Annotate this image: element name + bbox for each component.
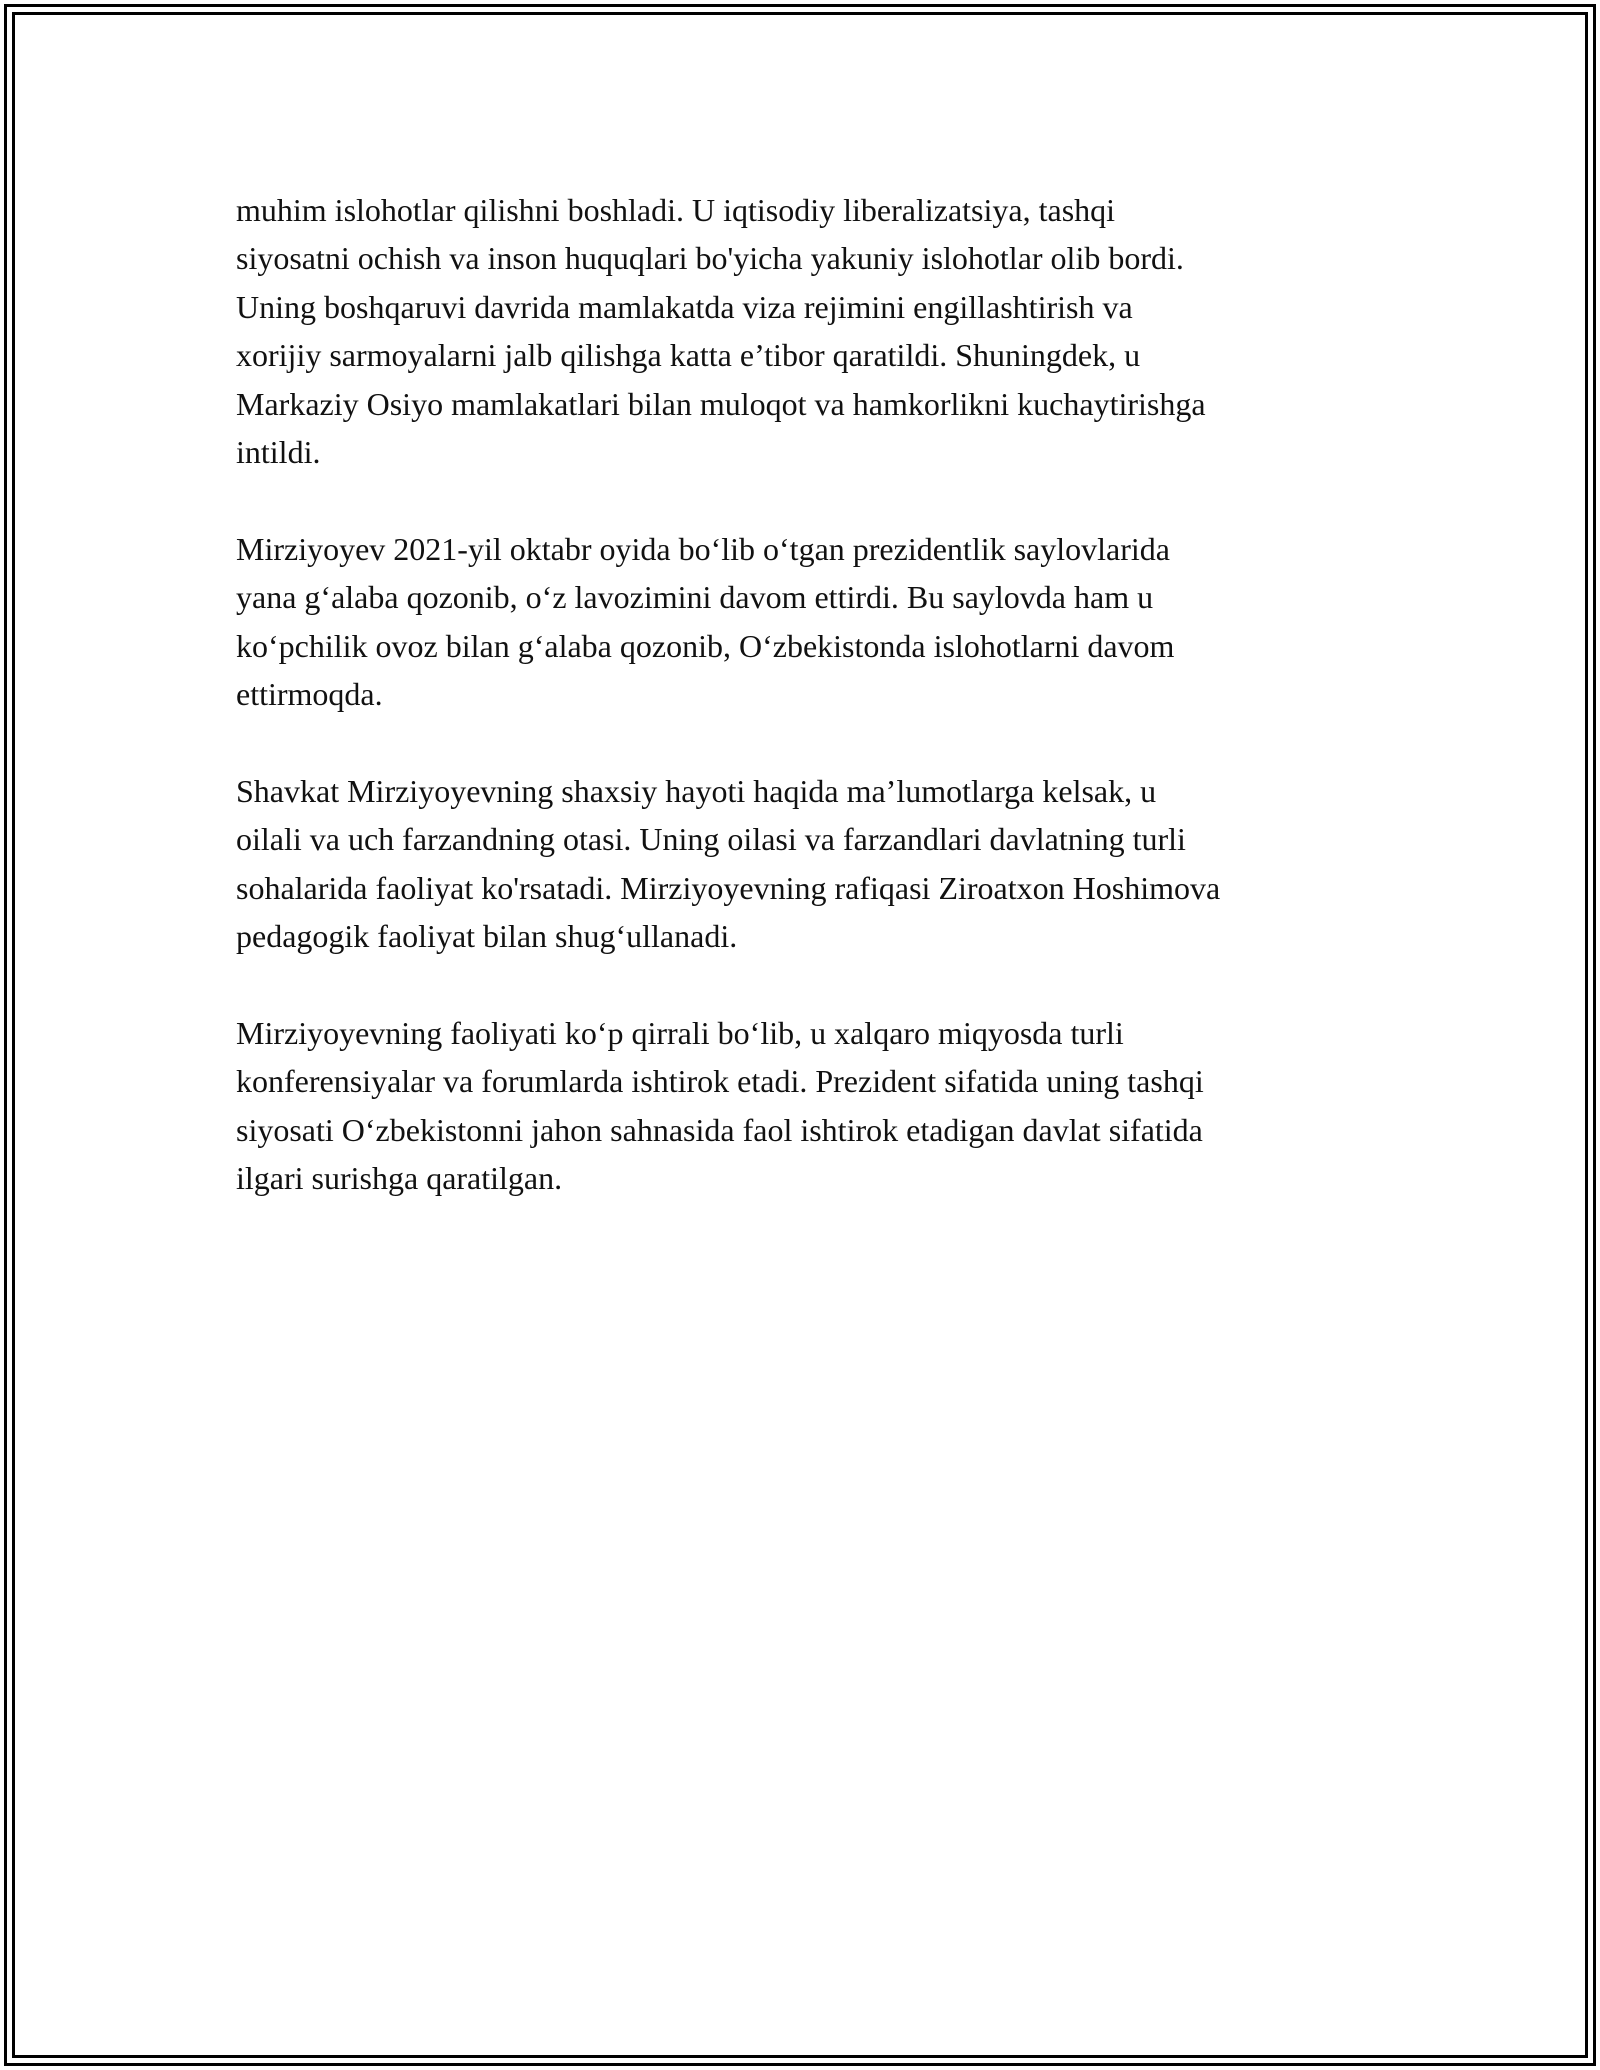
- document-body: [236, 186, 1386, 1202]
- paragraph-international-activity: Mirziyoyevning faoliyati ko‘p qirrali bo‘lib, u xalqaro miqyosda turli konferensiyalar va forumlarda ishtirok etadi. Prezident sifatida uning tashqi siyosati O‘zbekistonni jahon sahnasida faol ishtirok etadigan davlat sifatida ilgari surishga qaratilgan.: [236, 1014, 1204, 1197]
- paragraph-elections: Mirziyoyev 2021-yil oktabr oyida bo‘lib o‘tgan prezidentlik saylovlarida yana g‘alaba qozonib, o‘z lavozimini davom ettirdi. Bu saylovda ham u ko‘pchilik ovoz bilan g‘alaba qozonib, O‘zbekistonda islohotlarni davom ettirmoqda.: [236, 530, 1175, 713]
- paragraph-reforms: muhim islohotlar qilishni boshladi. U iqtisodiy liberalizatsiya, tashqi siyosatni ochish va inson huquqlari bo'yicha yakuniy islohotlar olib bordi. Uning boshqaruvi davrida mamlakatda viza rejimini engillashtirish va xorijiy sarmoyalarni jalb qilishga katta e’tibor qaratildi. Shuningdek, u Markaziy Osiyo mamlakatlari bilan muloqot va hamkorlikni kuchaytirishga intildi.: [236, 192, 1206, 471]
- paragraph-personal-life: Shavkat Mirziyoyevning shaxsiy hayoti haqida ma’lumotlarga kelsak, u oilali va uch farzandning otasi. Uning oilasi va farzandlari davlatning turli sohalarida faoliyat ko'rsatadi. Mirziyoyevning rafiqasi Ziroatxon Hoshimova pedagogik faoliyat bilan shug‘ullanadi.: [236, 772, 1221, 955]
